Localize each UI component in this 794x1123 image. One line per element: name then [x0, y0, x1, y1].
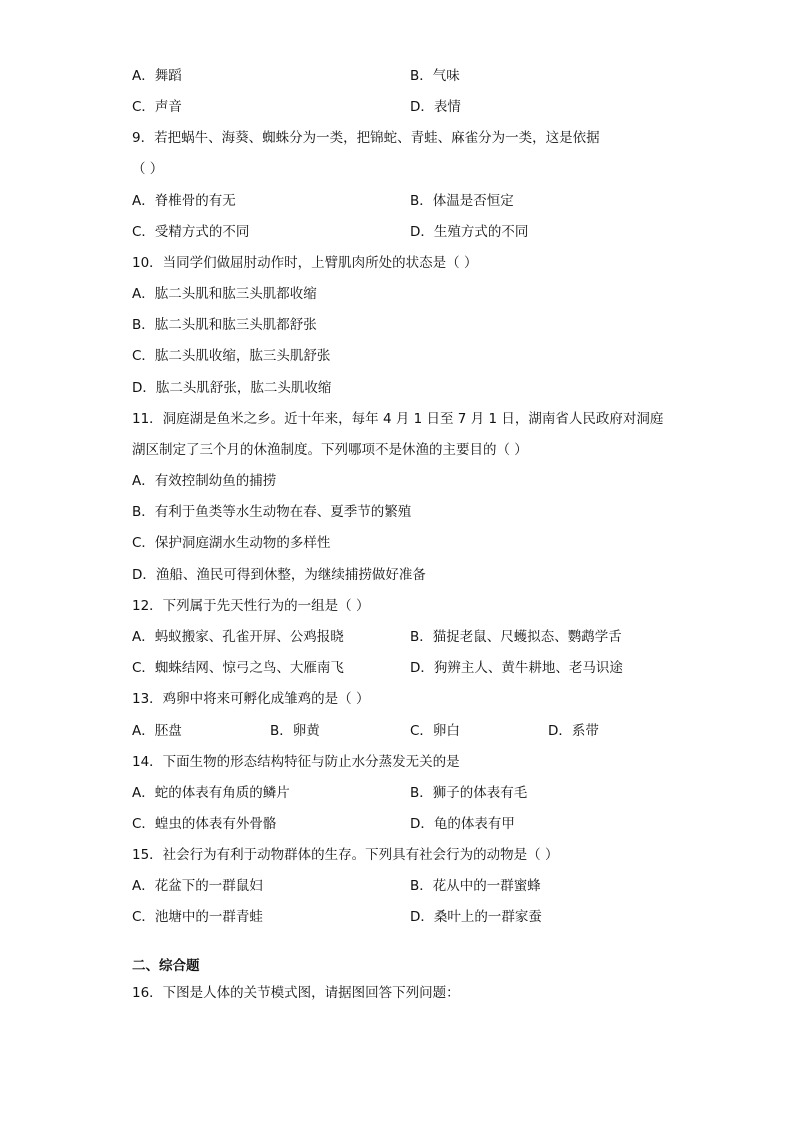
q8-option-d: D．表情 [410, 99, 461, 115]
q12-option-d: D．狗辨主人、黄牛耕地、老马识途 [410, 660, 623, 676]
q13-option-a: A．胚盘 [132, 723, 182, 739]
q9-stem-line1: 9．若把蜗牛、海葵、蜘蛛分为一类，把锦蛇、青蛙、麻雀分为一类，这是依据 [132, 130, 600, 146]
q11-option-d: D．渔船、渔民可得到休整，为继续捕捞做好准备 [132, 567, 426, 583]
q10-stem: 10．当同学们做屈肘动作时，上臂肌肉所处的状态是（ ） [132, 255, 478, 271]
q9-option-c: C．受精方式的不同 [132, 224, 250, 240]
q13-option-b: B．卵黄 [270, 723, 320, 739]
q11-option-c: C．保护洞庭湖水生动物的多样性 [132, 535, 331, 551]
q15-option-a: A．花盆下的一群鼠妇 [132, 878, 263, 894]
q12-stem: 12．下列属于先天性行为的一组是（ ） [132, 598, 370, 614]
q12-option-c: C．蜘蛛结网、惊弓之鸟、大雁南飞 [132, 660, 344, 676]
q9-option-a: A．脊椎骨的有无 [132, 193, 236, 209]
q12-option-a: A．蚂蚁搬家、孔雀开屏、公鸡报晓 [132, 629, 344, 645]
q8-option-b: B．气味 [410, 68, 460, 84]
q9-stem-line2: （ ） [132, 161, 164, 177]
q9-option-d: D．生殖方式的不同 [410, 224, 529, 240]
q9-option-b: B．体温是否恒定 [410, 193, 514, 209]
q15-option-d: D．桑叶上的一群家蚕 [410, 909, 542, 925]
q14-option-a: A．蛇的体表有角质的鳞片 [132, 785, 290, 801]
q14-option-b: B．狮子的体表有毛 [410, 785, 528, 801]
q13-option-d: D．系带 [548, 723, 599, 739]
q15-option-b: B．花从中的一群蜜蜂 [410, 878, 541, 894]
q11-stem-line2: 湖区制定了三个月的休渔制度。下列哪项不是休渔的主要目的（ ） [132, 442, 528, 458]
q8-option-c: C．声音 [132, 99, 182, 115]
section-title: 二、综合题 [132, 958, 200, 974]
q11-option-b: B．有利于鱼类等水生动物在春、夏季节的繁殖 [132, 504, 412, 520]
q14-stem: 14．下面生物的形态结构特征与防止水分蒸发无关的是 [132, 754, 460, 770]
q15-stem: 15．社会行为有利于动物群体的生存。下列具有社会行为的动物是（ ） [132, 847, 559, 863]
q8-option-a: A．舞蹈 [132, 68, 182, 84]
q13-stem: 13．鸡卵中将来可孵化成雏鸡的是（ ） [132, 691, 370, 707]
q11-option-a: A．有效控制幼鱼的捕捞 [132, 473, 277, 489]
q15-option-c: C．池塘中的一群青蛙 [132, 909, 263, 925]
q14-option-d: D．龟的体表有甲 [410, 816, 515, 832]
q14-option-c: C．蝗虫的体表有外骨骼 [132, 816, 277, 832]
q10-option-b: B．肱二头肌和肱三头肌都舒张 [132, 317, 317, 333]
q10-option-d: D．肱二头肌舒张，肱二头肌收缩 [132, 380, 332, 396]
q12-option-b: B．猫捉老鼠、尺蠖拟态、鹦鹉学舌 [410, 629, 622, 645]
q10-option-c: C．肱二头肌收缩，肱三头肌舒张 [132, 348, 331, 364]
q16-stem: 16．下图是人体的关节模式图，请据图回答下列问题： [132, 985, 460, 1001]
q11-stem-line1: 11．洞庭湖是鱼米之乡。近十年来，每年 4 月 1 日至 7 月 1 日，湖南省人民政府对洞庭 [132, 411, 664, 427]
q10-option-a: A．肱二头肌和肱三头肌都收缩 [132, 286, 317, 302]
q13-option-c: C．卵白 [410, 723, 460, 739]
